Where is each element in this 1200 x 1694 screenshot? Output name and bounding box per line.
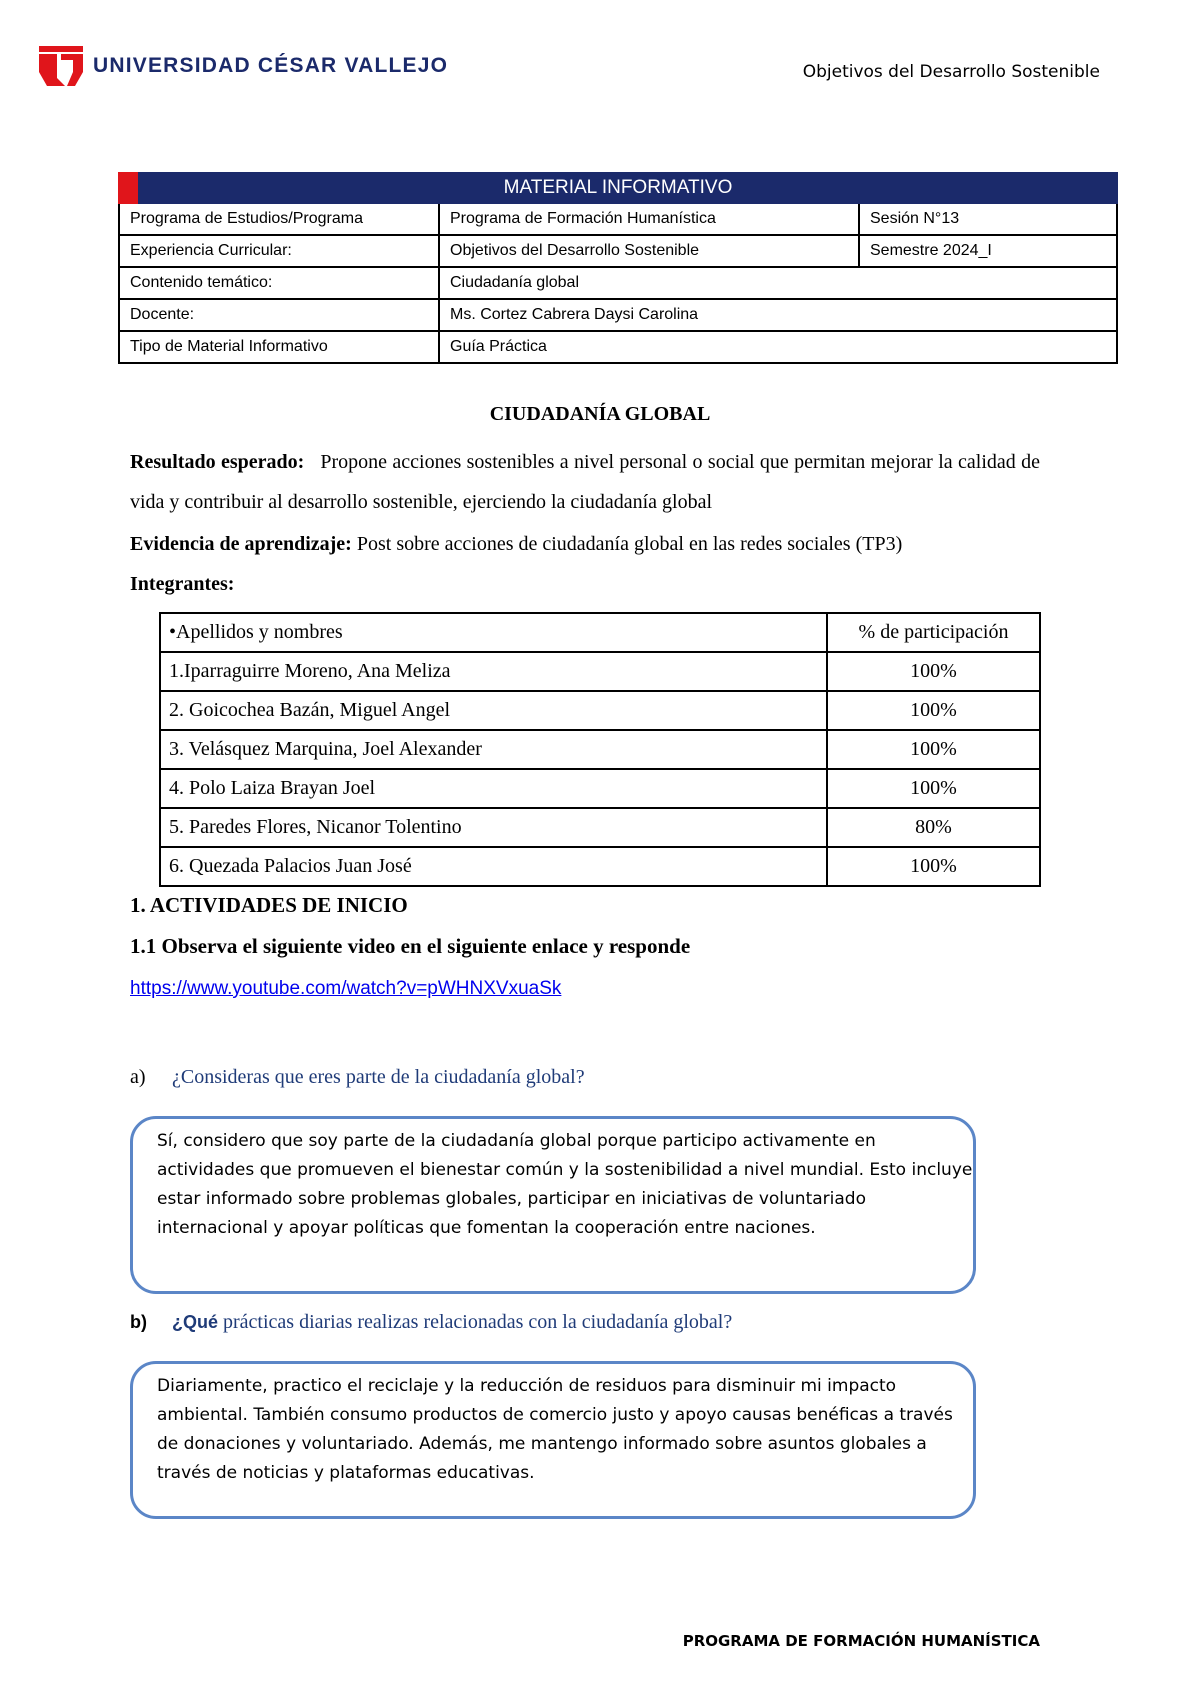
question-b-bold-word: ¿Qué bbox=[172, 1312, 219, 1332]
participant-name: 5. Paredes Flores, Nicanor Tolentino bbox=[160, 808, 827, 847]
info-row bbox=[119, 331, 1117, 363]
table-row bbox=[160, 652, 1040, 691]
info-extra: Sesión N°13 bbox=[859, 203, 1117, 235]
section-subheading: 1.1 Observa el siguiente video en el siguiente enlace y responde bbox=[130, 934, 691, 958]
participant-name: 6. Quezada Palacios Juan José bbox=[160, 847, 827, 886]
expected-result-label: Resultado esperado: bbox=[130, 451, 305, 473]
answer-a-box: Sí, considero que soy parte de la ciudadanía global porque participo activamente en actividades que promueven el bienestar común y la sostenibilidad a nivel mundial. Esto incluye estar informado sobre problemas globales, participar en iniciativas de voluntariado internacional y apoyar políticas que fomentan la cooperación entre naciones. bbox=[130, 1116, 976, 1294]
expected-result-text: Propone acciones sostenibles a nivel personal o social que permitan mejorar la calidad de vida y contribuir al desarrollo sostenible, ejerciendo la ciudadanía global bbox=[130, 451, 1040, 513]
participant-pct: 100% bbox=[827, 730, 1040, 769]
participants-header-row bbox=[160, 613, 1040, 652]
participants-header-pct: % de participación bbox=[827, 613, 1040, 652]
info-row bbox=[119, 235, 1117, 267]
info-label: Tipo de Material Informativo bbox=[119, 331, 439, 363]
header-course-name: Objetivos del Desarrollo Sostenible bbox=[802, 62, 1100, 82]
members-label: Integrantes: bbox=[130, 573, 235, 595]
participants-table bbox=[159, 612, 1041, 887]
info-row bbox=[119, 203, 1117, 235]
info-extra: Semestre 2024_I bbox=[859, 235, 1117, 267]
info-title: MATERIAL INFORMATIVO bbox=[119, 173, 1117, 203]
participant-name: 3. Velásquez Marquina, Joel Alexander bbox=[160, 730, 827, 769]
participant-name: 2. Goicochea Bazán, Miguel Angel bbox=[160, 691, 827, 730]
answer-b-box: Diariamente, practico el reciclaje y la reducción de residuos para disminuir mi impacto ambiental. También consumo productos de comercio justo y apoyo causas benéficas a través de donaciones y voluntariado. Además, me mantengo informado sobre asuntos globales a través de noticias y plataformas educativas. bbox=[130, 1361, 976, 1519]
participant-pct: 80% bbox=[827, 808, 1040, 847]
info-value: Guía Práctica bbox=[439, 331, 1117, 363]
question-b-text: prácticas diarias realizas relacionadas con la ciudadanía global? bbox=[223, 1311, 733, 1333]
question-a bbox=[130, 1066, 585, 1089]
video-link[interactable]: https://www.youtube.com/watch?v=pWHNXVxuaSk bbox=[130, 978, 562, 999]
evidence-label: Evidencia de aprendizaje: bbox=[130, 533, 352, 555]
evidence-paragraph bbox=[130, 524, 1040, 564]
evidence-text: Post sobre acciones de ciudadanía global en las redes sociales (TP3) bbox=[356, 533, 903, 555]
university-name: UNIVERSIDAD CÉSAR VALLEJO bbox=[93, 54, 449, 77]
info-label: Experiencia Curricular: bbox=[119, 235, 439, 267]
university-logo bbox=[37, 42, 448, 90]
table-row bbox=[160, 691, 1040, 730]
info-row bbox=[119, 299, 1117, 331]
table-row bbox=[160, 808, 1040, 847]
info-label: Docente: bbox=[119, 299, 439, 331]
section-heading: 1. ACTIVIDADES DE INICIO bbox=[130, 893, 408, 917]
participant-pct: 100% bbox=[827, 691, 1040, 730]
ucv-shield-icon bbox=[37, 42, 85, 90]
table-row bbox=[160, 847, 1040, 886]
participant-pct: 100% bbox=[827, 847, 1040, 886]
question-b-label: b) bbox=[130, 1312, 147, 1332]
document-title: CIUDADANÍA GLOBAL bbox=[489, 403, 711, 425]
footer-program: PROGRAMA DE FORMACIÓN HUMANÍSTICA bbox=[682, 1632, 1040, 1650]
participant-pct: 100% bbox=[827, 652, 1040, 691]
info-title-row bbox=[119, 173, 1117, 203]
info-value: Programa de Formación Humanística bbox=[439, 203, 859, 235]
participants-header-name: •Apellidos y nombres bbox=[160, 613, 827, 652]
table-row bbox=[160, 769, 1040, 808]
expected-result-paragraph bbox=[130, 442, 1040, 522]
info-value: Ciudadanía global bbox=[439, 267, 1117, 299]
participant-pct: 100% bbox=[827, 769, 1040, 808]
participant-name: 1.Iparraguirre Moreno, Ana Meliza bbox=[160, 652, 827, 691]
question-a-label: a) bbox=[130, 1066, 146, 1088]
info-row bbox=[119, 267, 1117, 299]
red-accent-mark bbox=[118, 172, 138, 204]
info-value: Objetivos del Desarrollo Sostenible bbox=[439, 235, 859, 267]
info-label: Programa de Estudios/Programa bbox=[119, 203, 439, 235]
info-label: Contenido temático: bbox=[119, 267, 439, 299]
material-info-table bbox=[118, 172, 1118, 364]
table-row bbox=[160, 730, 1040, 769]
participant-name: 4. Polo Laiza Brayan Joel bbox=[160, 769, 827, 808]
question-b bbox=[130, 1311, 732, 1334]
info-value: Ms. Cortez Cabrera Daysi Carolina bbox=[439, 299, 1117, 331]
question-a-text: ¿Consideras que eres parte de la ciudadanía global? bbox=[172, 1066, 585, 1088]
